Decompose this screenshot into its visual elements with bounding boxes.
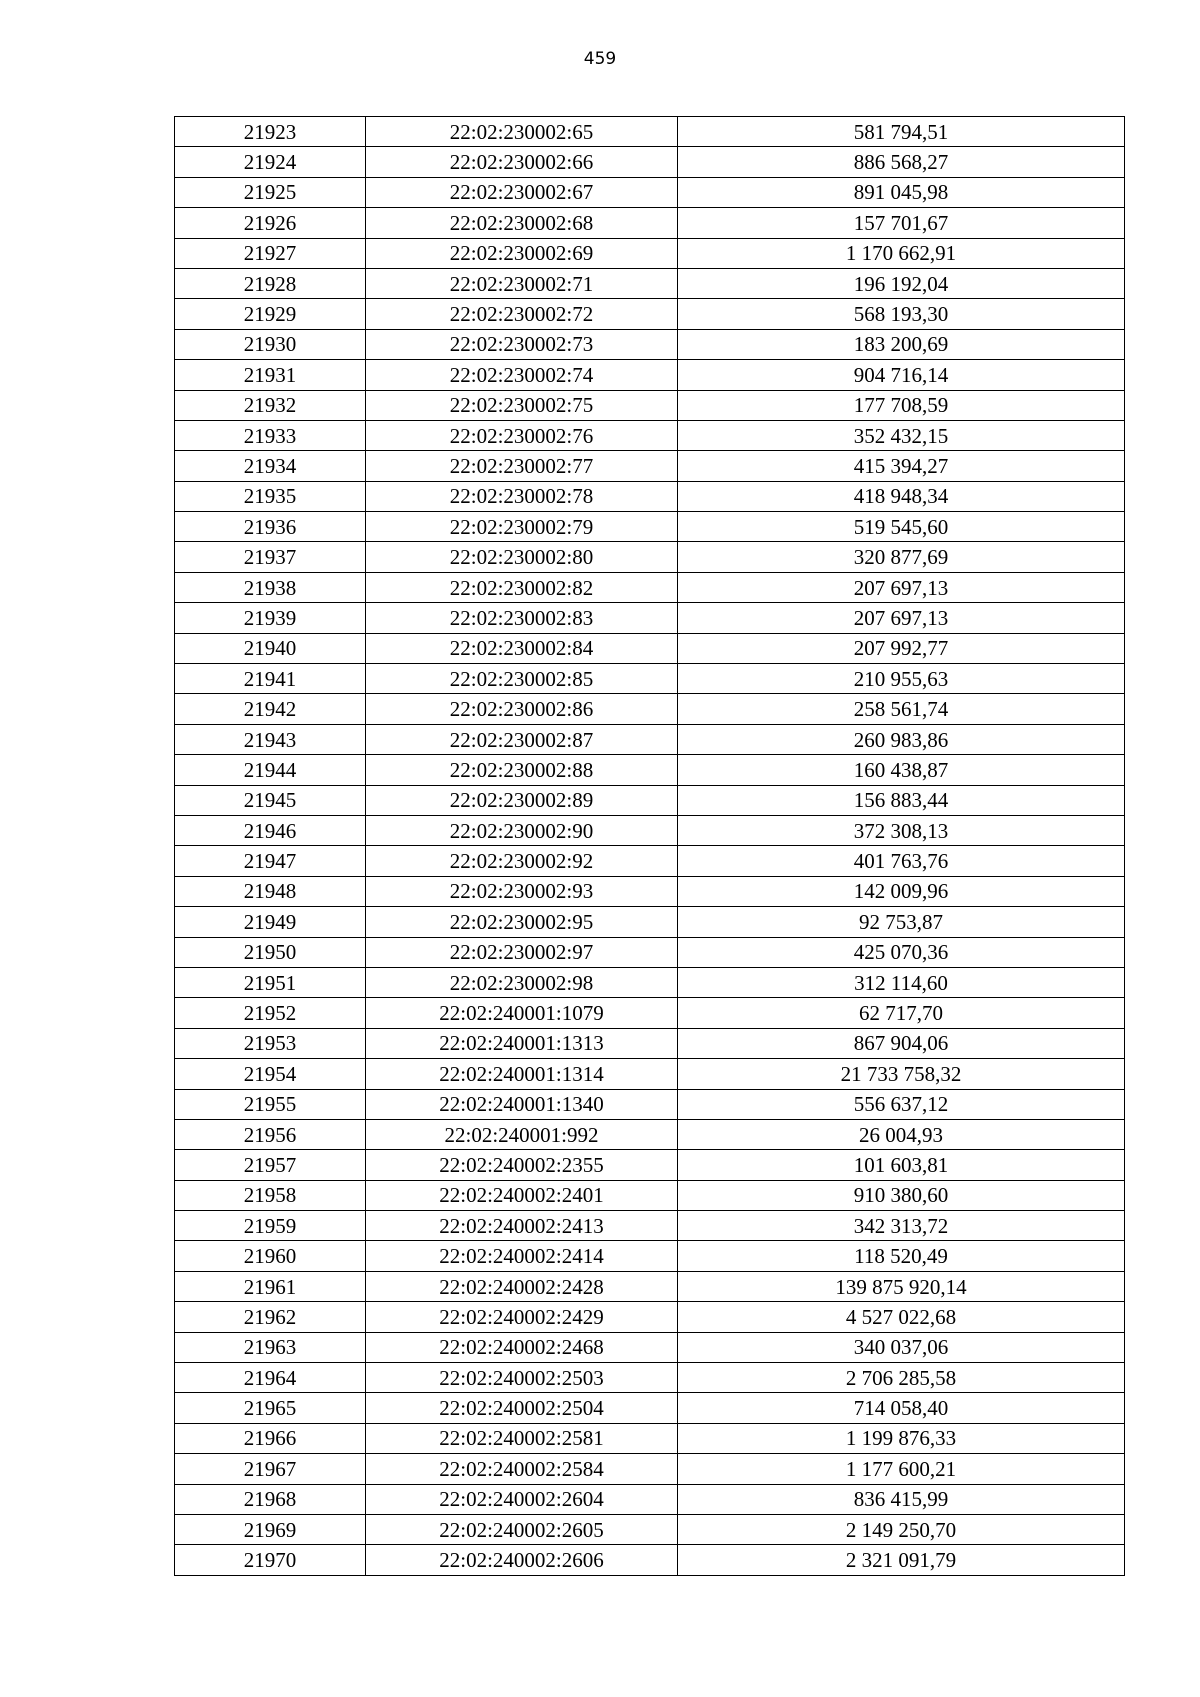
value-cell: 118 520,49 bbox=[678, 1241, 1125, 1271]
row-number-cell: 21947 bbox=[175, 846, 366, 876]
value-cell: 101 603,81 bbox=[678, 1150, 1125, 1180]
value-cell: 891 045,98 bbox=[678, 177, 1125, 207]
table-row bbox=[175, 238, 1125, 268]
value-cell: 177 708,59 bbox=[678, 390, 1125, 420]
table-row bbox=[175, 177, 1125, 207]
cadastral-number-cell: 22:02:230002:66 bbox=[366, 147, 678, 177]
row-number-cell: 21967 bbox=[175, 1454, 366, 1484]
page-number: 459 bbox=[583, 49, 617, 69]
cadastral-number-cell: 22:02:240002:2429 bbox=[366, 1302, 678, 1332]
value-cell: 21 733 758,32 bbox=[678, 1059, 1125, 1089]
table-row bbox=[175, 147, 1125, 177]
table-row bbox=[175, 937, 1125, 967]
table-row bbox=[175, 1514, 1125, 1544]
table-row bbox=[175, 512, 1125, 542]
row-number-cell: 21937 bbox=[175, 542, 366, 572]
value-cell: 92 753,87 bbox=[678, 907, 1125, 937]
cadastral-number-cell: 22:02:230002:77 bbox=[366, 451, 678, 481]
table-row bbox=[175, 724, 1125, 754]
cadastral-number-cell: 22:02:240002:2428 bbox=[366, 1271, 678, 1301]
value-cell: 2 321 091,79 bbox=[678, 1545, 1125, 1575]
table-row bbox=[175, 1028, 1125, 1058]
cadastral-number-cell: 22:02:230002:83 bbox=[366, 603, 678, 633]
cadastral-number-cell: 22:02:240002:2581 bbox=[366, 1423, 678, 1453]
table-row bbox=[175, 1119, 1125, 1149]
table-row bbox=[175, 1150, 1125, 1180]
table-row bbox=[175, 1545, 1125, 1575]
cadastral-number-cell: 22:02:240001:1313 bbox=[366, 1028, 678, 1058]
value-cell: 207 697,13 bbox=[678, 572, 1125, 602]
table-row bbox=[175, 694, 1125, 724]
value-cell: 886 568,27 bbox=[678, 147, 1125, 177]
value-cell: 1 199 876,33 bbox=[678, 1423, 1125, 1453]
row-number-cell: 21956 bbox=[175, 1119, 366, 1149]
value-cell: 207 992,77 bbox=[678, 633, 1125, 663]
table-row bbox=[175, 390, 1125, 420]
value-cell: 1 170 662,91 bbox=[678, 238, 1125, 268]
row-number-cell: 21953 bbox=[175, 1028, 366, 1058]
cadastral-number-cell: 22:02:230002:97 bbox=[366, 937, 678, 967]
row-number-cell: 21954 bbox=[175, 1059, 366, 1089]
table-row bbox=[175, 603, 1125, 633]
value-cell: 2 706 285,58 bbox=[678, 1363, 1125, 1393]
table-row bbox=[175, 815, 1125, 845]
row-number-cell: 21964 bbox=[175, 1363, 366, 1393]
cadastral-number-cell: 22:02:230002:84 bbox=[366, 633, 678, 663]
table-row bbox=[175, 1484, 1125, 1514]
value-cell: 904 716,14 bbox=[678, 360, 1125, 390]
cadastral-number-cell: 22:02:240002:2401 bbox=[366, 1180, 678, 1210]
value-cell: 207 697,13 bbox=[678, 603, 1125, 633]
table-row bbox=[175, 329, 1125, 359]
value-cell: 26 004,93 bbox=[678, 1119, 1125, 1149]
cadastral-number-cell: 22:02:240002:2503 bbox=[366, 1363, 678, 1393]
value-cell: 156 883,44 bbox=[678, 785, 1125, 815]
value-cell: 556 637,12 bbox=[678, 1089, 1125, 1119]
row-number-cell: 21946 bbox=[175, 815, 366, 845]
row-number-cell: 21957 bbox=[175, 1150, 366, 1180]
row-number-cell: 21961 bbox=[175, 1271, 366, 1301]
table-row bbox=[175, 1423, 1125, 1453]
row-number-cell: 21930 bbox=[175, 329, 366, 359]
value-cell: 867 904,06 bbox=[678, 1028, 1125, 1058]
table-row bbox=[175, 633, 1125, 663]
value-cell: 183 200,69 bbox=[678, 329, 1125, 359]
cadastral-number-cell: 22:02:230002:93 bbox=[366, 876, 678, 906]
value-cell: 312 114,60 bbox=[678, 967, 1125, 997]
row-number-cell: 21945 bbox=[175, 785, 366, 815]
table-row bbox=[175, 1332, 1125, 1362]
row-number-cell: 21951 bbox=[175, 967, 366, 997]
cadastral-number-cell: 22:02:230002:73 bbox=[366, 329, 678, 359]
value-cell: 568 193,30 bbox=[678, 299, 1125, 329]
table-row bbox=[175, 542, 1125, 572]
value-cell: 340 037,06 bbox=[678, 1332, 1125, 1362]
cadastral-number-cell: 22:02:230002:98 bbox=[366, 967, 678, 997]
value-cell: 342 313,72 bbox=[678, 1211, 1125, 1241]
table-row bbox=[175, 1271, 1125, 1301]
table-row bbox=[175, 299, 1125, 329]
cadastral-number-cell: 22:02:240001:992 bbox=[366, 1119, 678, 1149]
table-body bbox=[175, 117, 1125, 1576]
table-row bbox=[175, 1393, 1125, 1423]
cadastral-number-cell: 22:02:230002:69 bbox=[366, 238, 678, 268]
row-number-cell: 21924 bbox=[175, 147, 366, 177]
row-number-cell: 21965 bbox=[175, 1393, 366, 1423]
cadastral-number-cell: 22:02:230002:79 bbox=[366, 512, 678, 542]
table-row bbox=[175, 481, 1125, 511]
cadastral-number-cell: 22:02:230002:75 bbox=[366, 390, 678, 420]
table-row bbox=[175, 1363, 1125, 1393]
row-number-cell: 21958 bbox=[175, 1180, 366, 1210]
cadastral-number-cell: 22:02:230002:86 bbox=[366, 694, 678, 724]
row-number-cell: 21941 bbox=[175, 664, 366, 694]
row-number-cell: 21959 bbox=[175, 1211, 366, 1241]
table-row bbox=[175, 967, 1125, 997]
cadastral-number-cell: 22:02:230002:89 bbox=[366, 785, 678, 815]
value-cell: 1 177 600,21 bbox=[678, 1454, 1125, 1484]
table-row bbox=[175, 360, 1125, 390]
value-cell: 401 763,76 bbox=[678, 846, 1125, 876]
cadastral-number-cell: 22:02:240002:2468 bbox=[366, 1332, 678, 1362]
row-number-cell: 21969 bbox=[175, 1514, 366, 1544]
row-number-cell: 21949 bbox=[175, 907, 366, 937]
row-number-cell: 21966 bbox=[175, 1423, 366, 1453]
value-cell: 836 415,99 bbox=[678, 1484, 1125, 1514]
value-cell: 910 380,60 bbox=[678, 1180, 1125, 1210]
value-cell: 519 545,60 bbox=[678, 512, 1125, 542]
row-number-cell: 21940 bbox=[175, 633, 366, 663]
value-cell: 714 058,40 bbox=[678, 1393, 1125, 1423]
cadastral-number-cell: 22:02:230002:72 bbox=[366, 299, 678, 329]
table-row bbox=[175, 451, 1125, 481]
row-number-cell: 21944 bbox=[175, 755, 366, 785]
table-row bbox=[175, 664, 1125, 694]
value-cell: 196 192,04 bbox=[678, 268, 1125, 298]
cadastral-number-cell: 22:02:230002:71 bbox=[366, 268, 678, 298]
table-row bbox=[175, 1241, 1125, 1271]
row-number-cell: 21932 bbox=[175, 390, 366, 420]
cadastral-number-cell: 22:02:240002:2414 bbox=[366, 1241, 678, 1271]
row-number-cell: 21968 bbox=[175, 1484, 366, 1514]
row-number-cell: 21933 bbox=[175, 420, 366, 450]
row-number-cell: 21925 bbox=[175, 177, 366, 207]
cadastral-number-cell: 22:02:230002:67 bbox=[366, 177, 678, 207]
cadastral-number-cell: 22:02:230002:82 bbox=[366, 572, 678, 602]
table-row bbox=[175, 208, 1125, 238]
row-number-cell: 21938 bbox=[175, 572, 366, 602]
cadastral-number-cell: 22:02:240002:2355 bbox=[366, 1150, 678, 1180]
row-number-cell: 21952 bbox=[175, 998, 366, 1028]
cadastral-number-cell: 22:02:230002:65 bbox=[366, 117, 678, 147]
value-cell: 372 308,13 bbox=[678, 815, 1125, 845]
row-number-cell: 21963 bbox=[175, 1332, 366, 1362]
row-number-cell: 21929 bbox=[175, 299, 366, 329]
cadastral-number-cell: 22:02:240002:2606 bbox=[366, 1545, 678, 1575]
table-row bbox=[175, 846, 1125, 876]
value-cell: 62 717,70 bbox=[678, 998, 1125, 1028]
cadastral-number-cell: 22:02:240002:2504 bbox=[366, 1393, 678, 1423]
table-row bbox=[175, 998, 1125, 1028]
table-row bbox=[175, 420, 1125, 450]
value-cell: 139 875 920,14 bbox=[678, 1271, 1125, 1301]
table-row bbox=[175, 1454, 1125, 1484]
row-number-cell: 21942 bbox=[175, 694, 366, 724]
row-number-cell: 21970 bbox=[175, 1545, 366, 1575]
cadastral-number-cell: 22:02:230002:90 bbox=[366, 815, 678, 845]
row-number-cell: 21923 bbox=[175, 117, 366, 147]
row-number-cell: 21943 bbox=[175, 724, 366, 754]
row-number-cell: 21955 bbox=[175, 1089, 366, 1119]
row-number-cell: 21927 bbox=[175, 238, 366, 268]
row-number-cell: 21939 bbox=[175, 603, 366, 633]
cadastral-number-cell: 22:02:240001:1079 bbox=[366, 998, 678, 1028]
cadastral-number-cell: 22:02:230002:68 bbox=[366, 208, 678, 238]
value-cell: 415 394,27 bbox=[678, 451, 1125, 481]
value-cell: 157 701,67 bbox=[678, 208, 1125, 238]
cadastral-value-table bbox=[174, 116, 1125, 1576]
value-cell: 258 561,74 bbox=[678, 694, 1125, 724]
cadastral-number-cell: 22:02:230002:85 bbox=[366, 664, 678, 694]
cadastral-number-cell: 22:02:240001:1340 bbox=[366, 1089, 678, 1119]
value-cell: 160 438,87 bbox=[678, 755, 1125, 785]
cadastral-number-cell: 22:02:230002:95 bbox=[366, 907, 678, 937]
cadastral-number-cell: 22:02:230002:76 bbox=[366, 420, 678, 450]
row-number-cell: 21948 bbox=[175, 876, 366, 906]
cadastral-number-cell: 22:02:230002:80 bbox=[366, 542, 678, 572]
table-row bbox=[175, 268, 1125, 298]
value-cell: 260 983,86 bbox=[678, 724, 1125, 754]
table-row bbox=[175, 1059, 1125, 1089]
row-number-cell: 21936 bbox=[175, 512, 366, 542]
table-row bbox=[175, 1180, 1125, 1210]
table-row bbox=[175, 785, 1125, 815]
row-number-cell: 21928 bbox=[175, 268, 366, 298]
row-number-cell: 21926 bbox=[175, 208, 366, 238]
table-row bbox=[175, 876, 1125, 906]
cadastral-number-cell: 22:02:240002:2413 bbox=[366, 1211, 678, 1241]
table-row bbox=[175, 572, 1125, 602]
cadastral-number-cell: 22:02:240002:2584 bbox=[366, 1454, 678, 1484]
cadastral-number-cell: 22:02:240002:2605 bbox=[366, 1514, 678, 1544]
cadastral-number-cell: 22:02:240001:1314 bbox=[366, 1059, 678, 1089]
row-number-cell: 21935 bbox=[175, 481, 366, 511]
row-number-cell: 21950 bbox=[175, 937, 366, 967]
cadastral-number-cell: 22:02:230002:87 bbox=[366, 724, 678, 754]
value-cell: 4 527 022,68 bbox=[678, 1302, 1125, 1332]
value-cell: 142 009,96 bbox=[678, 876, 1125, 906]
table-row bbox=[175, 1211, 1125, 1241]
row-number-cell: 21960 bbox=[175, 1241, 366, 1271]
table-row bbox=[175, 1302, 1125, 1332]
value-cell: 2 149 250,70 bbox=[678, 1514, 1125, 1544]
value-cell: 210 955,63 bbox=[678, 664, 1125, 694]
value-cell: 352 432,15 bbox=[678, 420, 1125, 450]
cadastral-number-cell: 22:02:230002:88 bbox=[366, 755, 678, 785]
cadastral-number-cell: 22:02:230002:74 bbox=[366, 360, 678, 390]
cadastral-number-cell: 22:02:230002:78 bbox=[366, 481, 678, 511]
value-cell: 320 877,69 bbox=[678, 542, 1125, 572]
table-row bbox=[175, 755, 1125, 785]
table-row bbox=[175, 117, 1125, 147]
table-row bbox=[175, 907, 1125, 937]
row-number-cell: 21962 bbox=[175, 1302, 366, 1332]
value-cell: 581 794,51 bbox=[678, 117, 1125, 147]
table-row bbox=[175, 1089, 1125, 1119]
cadastral-number-cell: 22:02:240002:2604 bbox=[366, 1484, 678, 1514]
row-number-cell: 21934 bbox=[175, 451, 366, 481]
value-cell: 425 070,36 bbox=[678, 937, 1125, 967]
cadastral-number-cell: 22:02:230002:92 bbox=[366, 846, 678, 876]
row-number-cell: 21931 bbox=[175, 360, 366, 390]
value-cell: 418 948,34 bbox=[678, 481, 1125, 511]
